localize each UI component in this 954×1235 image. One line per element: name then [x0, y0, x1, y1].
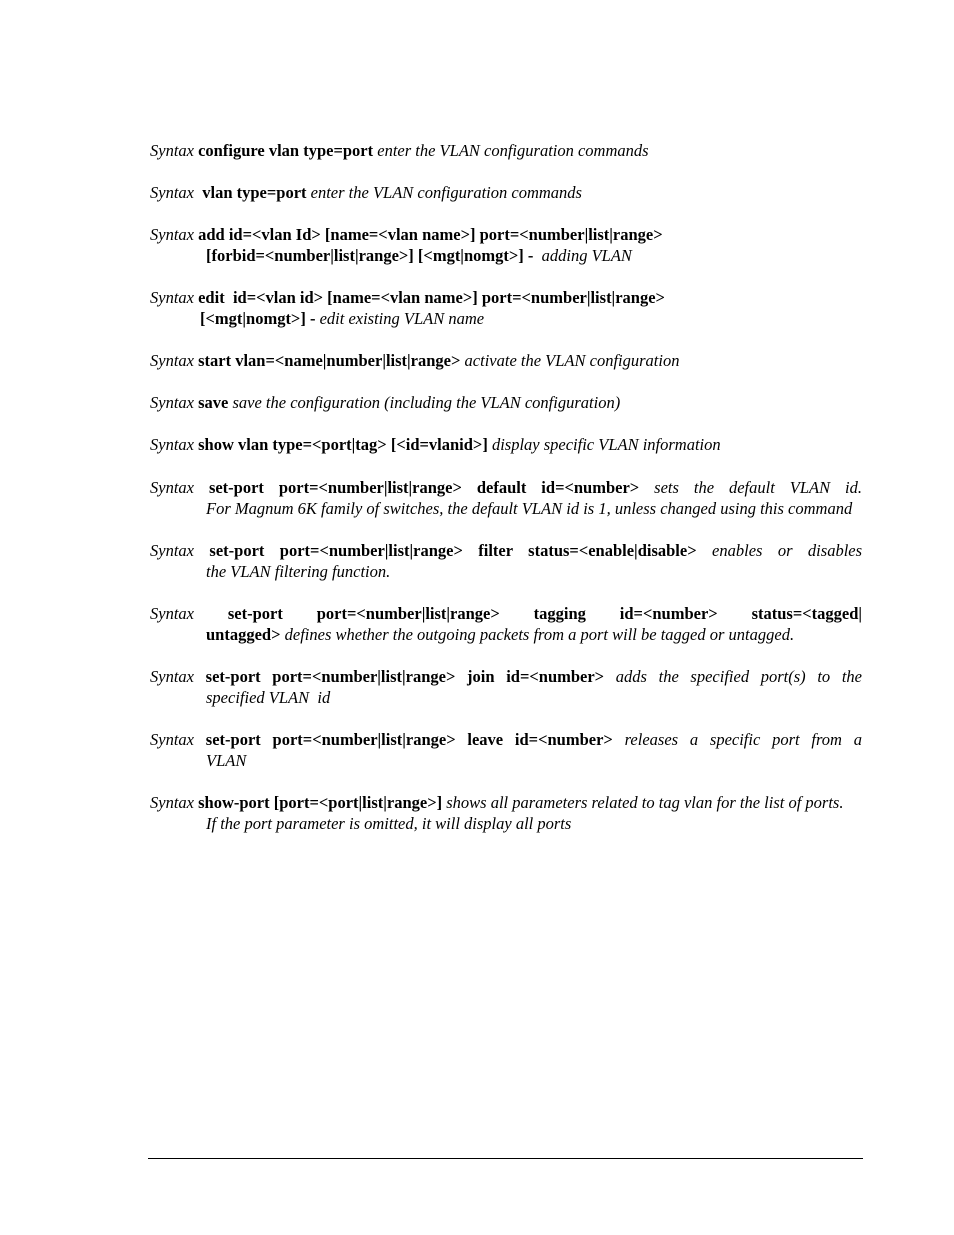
- command-description: sets the default VLAN id.: [654, 478, 862, 497]
- command-description: releases a specific port from a: [624, 730, 862, 749]
- syntax-keyword: Syntax: [150, 478, 194, 497]
- command-text: configure vlan type=port: [198, 141, 374, 160]
- command-text: set-port port=<number|list|range> default id=<number>: [208, 478, 640, 497]
- syntax-line: [150, 477, 862, 498]
- syntax-keyword: Syntax: [150, 667, 194, 686]
- syntax-line: [150, 287, 862, 308]
- syntax-line: [150, 224, 862, 245]
- syntax-entry: [150, 350, 862, 371]
- command-description: display specific VLAN information: [491, 435, 721, 454]
- command-text: add id=<vlan Id> [name=<vlan name>] port=<number|list|range>: [198, 225, 663, 244]
- command-description: adds the specified port(s) to the: [615, 667, 862, 686]
- command-text: save: [198, 393, 229, 412]
- syntax-keyword: Syntax: [150, 435, 194, 454]
- syntax-line: [150, 540, 862, 561]
- command-text: set-port port=<number|list|range> join id=<number>: [205, 667, 605, 686]
- syntax-entry: [150, 287, 862, 329]
- command-description: enables or disables: [712, 541, 863, 560]
- command-description: shows all parameters related to tag vlan for the list of ports.: [446, 793, 844, 812]
- syntax-continuation: [150, 750, 862, 771]
- syntax-line: [150, 792, 862, 813]
- syntax-entry: [150, 666, 862, 708]
- syntax-entry: [150, 477, 862, 519]
- command-description: adding VLAN: [541, 246, 632, 265]
- syntax-entry: [150, 792, 862, 834]
- syntax-keyword: Syntax: [150, 141, 194, 160]
- syntax-keyword: Syntax: [150, 541, 194, 560]
- syntax-entry: [150, 140, 862, 161]
- syntax-line: [150, 666, 862, 687]
- syntax-keyword: Syntax: [150, 225, 194, 244]
- command-text: edit id=<vlan id> [name=<vlan name>] port=<number|list|range>: [198, 288, 665, 307]
- syntax-entry: [150, 434, 862, 455]
- command-text: [<mgt|nomgt>] -: [200, 309, 316, 328]
- syntax-keyword: Syntax: [150, 604, 194, 623]
- syntax-line: [150, 603, 862, 624]
- syntax-continuation: [150, 561, 862, 582]
- command-text: show-port [port=<port|list|range>]: [198, 793, 443, 812]
- command-description: enter the VLAN configuration commands: [310, 183, 582, 202]
- syntax-keyword: Syntax: [150, 793, 194, 812]
- command-text: untagged>: [206, 625, 281, 644]
- command-text: [forbid=<number|list|range>] [<mgt|nomgt>] -: [206, 246, 534, 265]
- syntax-entry: [150, 224, 862, 266]
- syntax-continuation: [150, 245, 862, 266]
- syntax-line: [150, 140, 862, 161]
- command-description: enter the VLAN configuration commands: [377, 141, 649, 160]
- command-description: defines whether the outgoing packets from a port will be tagged or untagged.: [284, 625, 795, 644]
- syntax-line: [150, 182, 862, 203]
- command-description: If the port parameter is omitted, it will display all ports: [206, 814, 572, 833]
- syntax-line: [150, 350, 862, 371]
- syntax-continuation: [150, 498, 862, 519]
- syntax-line: [150, 392, 862, 413]
- syntax-continuation: [150, 624, 862, 645]
- syntax-entry: [150, 603, 862, 645]
- syntax-keyword: Syntax: [150, 183, 194, 202]
- command-description: For Magnum 6K family of switches, the default VLAN id is 1, unless changed using this command: [206, 499, 853, 518]
- command-text: show vlan type=<port|tag> [<id=vlanid>]: [198, 435, 488, 454]
- syntax-entry: [150, 729, 862, 771]
- footer-rule: [148, 1158, 863, 1159]
- command-description: edit existing VLAN name: [319, 309, 485, 328]
- syntax-entry: [150, 540, 862, 582]
- command-description: the VLAN filtering function.: [206, 562, 391, 581]
- syntax-entry: [150, 182, 862, 203]
- command-description: specified VLAN id: [206, 688, 331, 707]
- syntax-continuation: [150, 687, 862, 708]
- syntax-keyword: Syntax: [150, 393, 194, 412]
- syntax-keyword: Syntax: [150, 288, 194, 307]
- syntax-entry: [150, 392, 862, 413]
- syntax-continuation: [150, 813, 862, 834]
- syntax-line: [150, 729, 862, 750]
- command-text: set-port port=<number|list|range> leave id=<number>: [205, 730, 613, 749]
- command-text: set-port port=<number|list|range> filter status=<enable|disable>: [209, 541, 697, 560]
- command-text: set-port port=<number|list|range> tagging id=<number> status=<tagged|: [227, 604, 863, 623]
- syntax-line: [150, 434, 862, 455]
- command-description: save the configuration (including the VLAN configuration): [232, 393, 621, 412]
- command-description: VLAN: [206, 751, 247, 770]
- command-text: vlan type=port: [202, 183, 307, 202]
- syntax-keyword: Syntax: [150, 351, 194, 370]
- syntax-continuation: [150, 308, 862, 329]
- command-text: start vlan=<name|number|list|range>: [198, 351, 461, 370]
- syntax-keyword: Syntax: [150, 730, 194, 749]
- command-description: activate the VLAN configuration: [464, 351, 680, 370]
